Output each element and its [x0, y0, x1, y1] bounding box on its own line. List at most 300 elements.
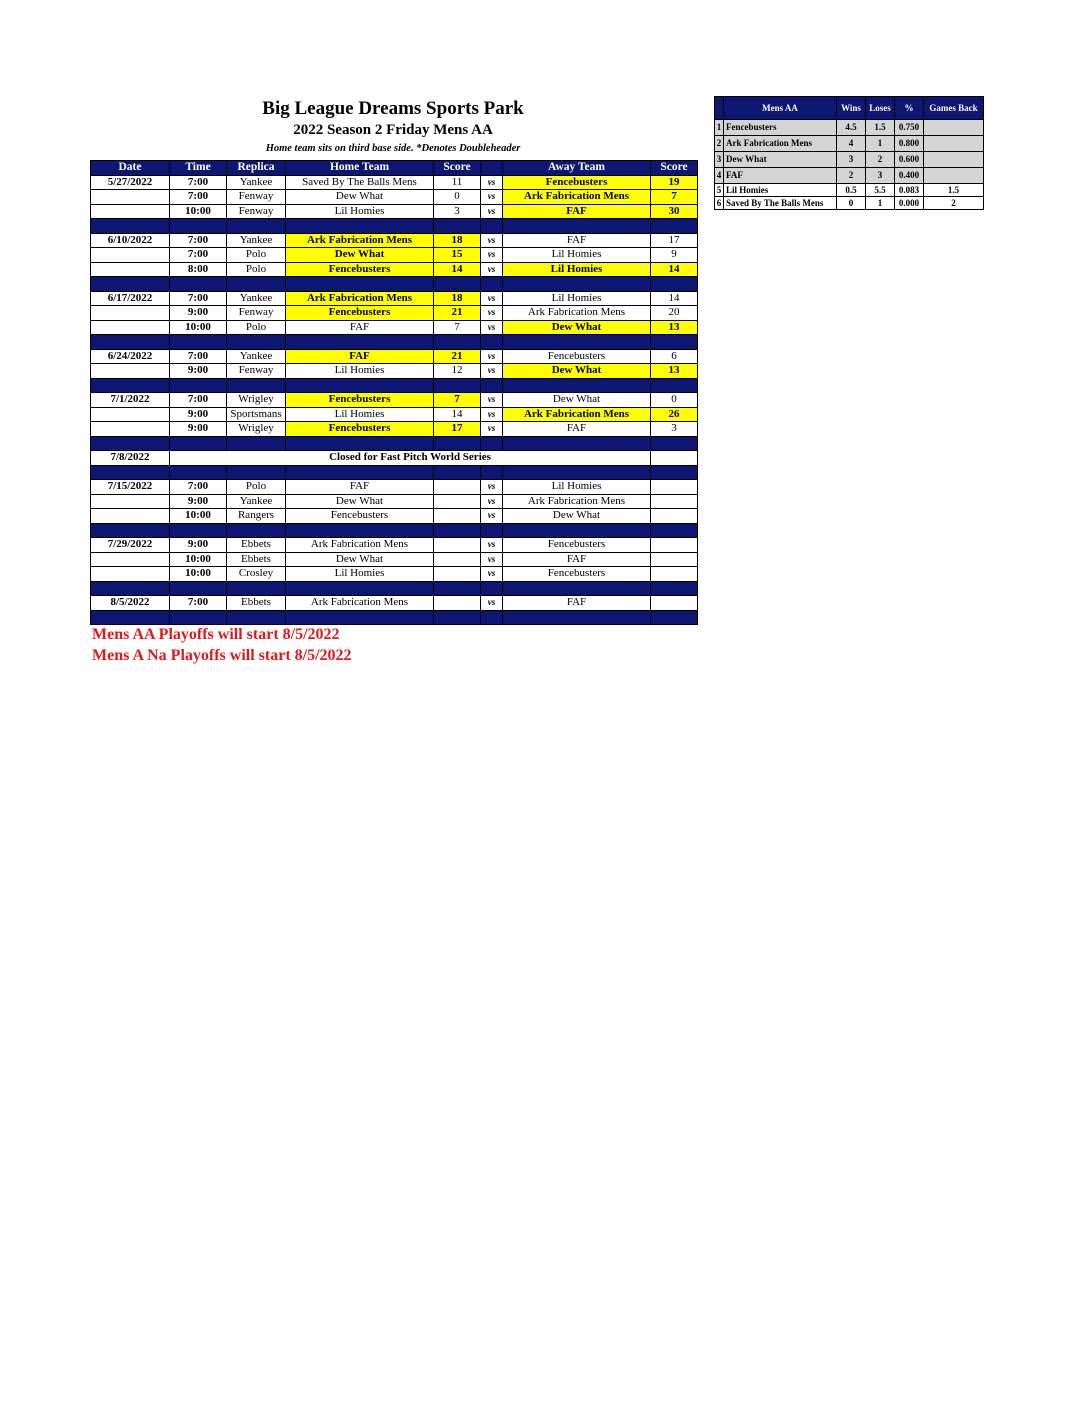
- game-time: 10:00: [170, 320, 227, 335]
- standings-rank: 2: [715, 136, 724, 152]
- standings-wins: 4.5: [837, 120, 866, 136]
- game-field: Fenway: [227, 190, 286, 205]
- standings-team: FAF: [724, 168, 837, 184]
- away-team: Fencebusters: [503, 567, 651, 582]
- vs-label: vs: [481, 393, 503, 408]
- away-team: Lil Homies: [503, 262, 651, 277]
- game-date: [91, 320, 170, 335]
- game-date: [91, 552, 170, 567]
- separator-cell: [503, 610, 651, 625]
- game-time: 10:00: [170, 567, 227, 582]
- vs-label: vs: [481, 204, 503, 219]
- game-time: 9:00: [170, 407, 227, 422]
- separator-cell: [286, 610, 434, 625]
- game-time: 7:00: [170, 480, 227, 495]
- separator-cell: [651, 465, 698, 480]
- separator-cell: [170, 378, 227, 393]
- game-field: Polo: [227, 262, 286, 277]
- schedule-row: [91, 422, 698, 437]
- schedule-row: [91, 175, 698, 190]
- vs-label: vs: [481, 349, 503, 364]
- separator-cell: [503, 523, 651, 538]
- standings-wins: 0.5: [837, 184, 866, 197]
- separator-cell: [91, 465, 170, 480]
- separator-cell: [91, 335, 170, 350]
- standings-pct: 0.600: [895, 152, 924, 168]
- season-subtitle: 2022 Season 2 Friday Mens AA: [293, 122, 493, 138]
- separator-cell: [434, 610, 481, 625]
- game-field: Wrigley: [227, 422, 286, 437]
- home-score: 12: [434, 364, 481, 379]
- separator-cell: [91, 581, 170, 596]
- standings-loses: 1: [866, 136, 895, 152]
- standings-row: [715, 184, 984, 197]
- standings-team: Fencebusters: [724, 120, 837, 136]
- game-field: Polo: [227, 248, 286, 263]
- away-score: 20: [651, 306, 698, 321]
- schedule-row: [91, 262, 698, 277]
- col-home-score: Score: [434, 161, 481, 176]
- game-date: [91, 248, 170, 263]
- standings-pct: 0.800: [895, 136, 924, 152]
- game-field: Ebbets: [227, 552, 286, 567]
- separator-cell: [227, 378, 286, 393]
- separator-cell: [170, 436, 227, 451]
- separator-cell: [503, 436, 651, 451]
- standings-col-wins: Wins: [837, 97, 866, 120]
- col-home-team: Home Team: [286, 161, 434, 176]
- game-time: 7:00: [170, 175, 227, 190]
- home-team: Fencebusters: [286, 262, 434, 277]
- home-team: Dew What: [286, 494, 434, 509]
- separator-cell: [651, 277, 698, 292]
- closed-notice: Closed for Fast Pitch World Series: [170, 451, 651, 466]
- standings-games-back: 2: [924, 197, 984, 210]
- home-score: 14: [434, 407, 481, 422]
- home-score: [434, 509, 481, 524]
- separator-cell: [286, 523, 434, 538]
- standings-col-rank: [715, 97, 724, 120]
- vs-label: vs: [481, 291, 503, 306]
- separator-cell: [651, 335, 698, 350]
- schedule-separator-row: [91, 378, 698, 393]
- schedule-separator-row: [91, 610, 698, 625]
- separator-cell: [434, 436, 481, 451]
- schedule-row: [91, 248, 698, 263]
- game-field: Wrigley: [227, 393, 286, 408]
- separator-cell: [651, 378, 698, 393]
- standings-team: Lil Homies: [724, 184, 837, 197]
- home-score: 21: [434, 349, 481, 364]
- separator-cell: [434, 277, 481, 292]
- home-team: Fencebusters: [286, 306, 434, 321]
- away-score: 13: [651, 364, 698, 379]
- separator-cell: [503, 581, 651, 596]
- away-score: 0: [651, 393, 698, 408]
- schedule-separator-row: [91, 277, 698, 292]
- game-date: 5/27/2022: [91, 175, 170, 190]
- home-team: Fencebusters: [286, 393, 434, 408]
- standings-wins: 0: [837, 197, 866, 210]
- home-score: 11: [434, 175, 481, 190]
- standings-loses: 3: [866, 168, 895, 184]
- schedule-separator-row: [91, 581, 698, 596]
- away-score: 19: [651, 175, 698, 190]
- game-date: [91, 190, 170, 205]
- game-field: Fenway: [227, 364, 286, 379]
- playoff-note-aa: Mens AA Playoffs will start 8/5/2022: [92, 626, 340, 643]
- separator-cell: [286, 335, 434, 350]
- game-field: Polo: [227, 480, 286, 495]
- game-date: [91, 509, 170, 524]
- standings-rank: 3: [715, 152, 724, 168]
- schedule-row: [91, 393, 698, 408]
- home-team: Fencebusters: [286, 509, 434, 524]
- away-team: FAF: [503, 552, 651, 567]
- separator-cell: [170, 219, 227, 234]
- separator-cell: [286, 219, 434, 234]
- away-score: 14: [651, 291, 698, 306]
- separator-cell: [227, 277, 286, 292]
- game-field: Rangers: [227, 509, 286, 524]
- separator-cell: [503, 219, 651, 234]
- standings-row: [715, 168, 984, 184]
- standings-pct: 0.083: [895, 184, 924, 197]
- standings-row: [715, 136, 984, 152]
- game-field: Ebbets: [227, 596, 286, 611]
- home-score: 17: [434, 422, 481, 437]
- game-time: 9:00: [170, 538, 227, 553]
- separator-cell: [481, 335, 503, 350]
- col-time: Time: [170, 161, 227, 176]
- game-date: 6/24/2022: [91, 349, 170, 364]
- standings-games-back: 1.5: [924, 184, 984, 197]
- game-time: 9:00: [170, 494, 227, 509]
- home-team: Lil Homies: [286, 567, 434, 582]
- vs-label: vs: [481, 190, 503, 205]
- col-away-score: Score: [651, 161, 698, 176]
- schedule-row: [91, 567, 698, 582]
- standings-row: [715, 197, 984, 210]
- standings-team: Saved By The Balls Mens: [724, 197, 837, 210]
- away-team: FAF: [503, 204, 651, 219]
- separator-cell: [481, 523, 503, 538]
- separator-cell: [227, 436, 286, 451]
- standings-rank: 6: [715, 197, 724, 210]
- away-score: 14: [651, 262, 698, 277]
- home-score: [434, 538, 481, 553]
- standings-wins: 3: [837, 152, 866, 168]
- separator-cell: [651, 523, 698, 538]
- away-team: Ark Fabrication Mens: [503, 407, 651, 422]
- away-team: Lil Homies: [503, 480, 651, 495]
- standings-games-back: [924, 168, 984, 184]
- standings-col-loses: Loses: [866, 97, 895, 120]
- schedule-separator-row: [91, 335, 698, 350]
- away-team: Ark Fabrication Mens: [503, 306, 651, 321]
- vs-label: vs: [481, 175, 503, 190]
- away-team: Dew What: [503, 364, 651, 379]
- away-team: Fencebusters: [503, 175, 651, 190]
- separator-cell: [227, 465, 286, 480]
- separator-cell: [91, 277, 170, 292]
- game-date: 7/15/2022: [91, 480, 170, 495]
- away-team: FAF: [503, 233, 651, 248]
- separator-cell: [481, 465, 503, 480]
- standings-team: Ark Fabrication Mens: [724, 136, 837, 152]
- game-date: [91, 204, 170, 219]
- schedule-row: [91, 349, 698, 364]
- schedule-row: [91, 364, 698, 379]
- game-field: Fenway: [227, 306, 286, 321]
- separator-cell: [651, 219, 698, 234]
- game-date: 6/17/2022: [91, 291, 170, 306]
- away-score: [651, 567, 698, 582]
- vs-label: vs: [481, 422, 503, 437]
- standings-row: [715, 152, 984, 168]
- separator-cell: [503, 465, 651, 480]
- home-team: Fencebusters: [286, 422, 434, 437]
- home-team: Ark Fabrication Mens: [286, 596, 434, 611]
- game-field: Yankee: [227, 291, 286, 306]
- away-score: [651, 538, 698, 553]
- game-date: [91, 364, 170, 379]
- home-score: 0: [434, 190, 481, 205]
- vs-label: vs: [481, 233, 503, 248]
- standings-pct: 0.400: [895, 168, 924, 184]
- home-team: FAF: [286, 480, 434, 495]
- schedule-header-row: [91, 161, 698, 176]
- separator-cell: [170, 610, 227, 625]
- separator-cell: [286, 581, 434, 596]
- standings-rank: 5: [715, 184, 724, 197]
- schedule-row: [91, 204, 698, 219]
- schedule-row: [91, 538, 698, 553]
- separator-cell: [286, 378, 434, 393]
- schedule-row: [91, 596, 698, 611]
- separator-cell: [503, 277, 651, 292]
- separator-cell: [434, 465, 481, 480]
- vs-label: vs: [481, 248, 503, 263]
- game-time: 10:00: [170, 552, 227, 567]
- away-team: Lil Homies: [503, 291, 651, 306]
- game-date: 7/1/2022: [91, 393, 170, 408]
- separator-cell: [91, 523, 170, 538]
- game-field: Sportsmans: [227, 407, 286, 422]
- home-score: [434, 552, 481, 567]
- standings-pct: 0.000: [895, 197, 924, 210]
- game-time: 7:00: [170, 248, 227, 263]
- home-team: FAF: [286, 320, 434, 335]
- game-date: [91, 407, 170, 422]
- game-date: 7/29/2022: [91, 538, 170, 553]
- game-field: Ebbets: [227, 538, 286, 553]
- page-title: Big League Dreams Sports Park: [262, 98, 524, 119]
- game-field: Crosley: [227, 567, 286, 582]
- game-time: 10:00: [170, 204, 227, 219]
- game-time: 7:00: [170, 393, 227, 408]
- home-score: [434, 596, 481, 611]
- away-team: Lil Homies: [503, 248, 651, 263]
- separator-cell: [481, 581, 503, 596]
- schedule-separator-row: [91, 465, 698, 480]
- standings-games-back: [924, 120, 984, 136]
- separator-cell: [503, 335, 651, 350]
- standings-header-row: [715, 97, 984, 120]
- game-field: Yankee: [227, 233, 286, 248]
- schedule-row: [91, 291, 698, 306]
- game-time: 7:00: [170, 291, 227, 306]
- home-team: Lil Homies: [286, 204, 434, 219]
- home-score: [434, 567, 481, 582]
- col-replica: Replica: [227, 161, 286, 176]
- away-score: 13: [651, 320, 698, 335]
- game-time: 9:00: [170, 422, 227, 437]
- game-date: [91, 494, 170, 509]
- game-date: [91, 306, 170, 321]
- playoff-note-a-na: Mens A Na Playoffs will start 8/5/2022: [92, 647, 352, 664]
- separator-cell: [91, 436, 170, 451]
- game-time: 9:00: [170, 364, 227, 379]
- vs-label: vs: [481, 364, 503, 379]
- schedule-row: [91, 480, 698, 495]
- home-team: Dew What: [286, 190, 434, 205]
- away-score: 9: [651, 248, 698, 263]
- schedule-separator-row: [91, 436, 698, 451]
- schedule-row: [91, 509, 698, 524]
- standings-loses: 2: [866, 152, 895, 168]
- home-team: Ark Fabrication Mens: [286, 291, 434, 306]
- home-team: Dew What: [286, 248, 434, 263]
- away-team: Ark Fabrication Mens: [503, 494, 651, 509]
- separator-cell: [91, 610, 170, 625]
- separator-cell: [227, 610, 286, 625]
- separator-cell: [434, 378, 481, 393]
- standings-wins: 2: [837, 168, 866, 184]
- home-score: [434, 494, 481, 509]
- separator-cell: [170, 465, 227, 480]
- game-time: 7:00: [170, 349, 227, 364]
- home-team-note: Home team sits on third base side. *Denotes Doubleheader: [265, 143, 521, 154]
- separator-cell: [434, 581, 481, 596]
- game-empty: [651, 451, 698, 466]
- away-team: Dew What: [503, 393, 651, 408]
- away-score: [651, 552, 698, 567]
- home-score: 15: [434, 248, 481, 263]
- separator-cell: [651, 436, 698, 451]
- game-time: 8:00: [170, 262, 227, 277]
- game-date: [91, 567, 170, 582]
- away-score: 26: [651, 407, 698, 422]
- standings-rank: 1: [715, 120, 724, 136]
- vs-label: vs: [481, 567, 503, 582]
- separator-cell: [434, 335, 481, 350]
- separator-cell: [170, 523, 227, 538]
- game-field: Fenway: [227, 204, 286, 219]
- away-team: FAF: [503, 596, 651, 611]
- game-time: 7:00: [170, 233, 227, 248]
- separator-cell: [651, 610, 698, 625]
- col-away-team: Away Team: [503, 161, 651, 176]
- away-score: 6: [651, 349, 698, 364]
- away-team: Dew What: [503, 320, 651, 335]
- separator-cell: [91, 378, 170, 393]
- separator-cell: [227, 335, 286, 350]
- away-score: [651, 596, 698, 611]
- home-score: 7: [434, 320, 481, 335]
- home-team: Ark Fabrication Mens: [286, 233, 434, 248]
- game-date: [91, 262, 170, 277]
- standings-col-games-back: Games Back: [924, 97, 984, 120]
- standings-loses: 5.5: [866, 184, 895, 197]
- separator-cell: [481, 436, 503, 451]
- standings-games-back: [924, 152, 984, 168]
- separator-cell: [286, 277, 434, 292]
- vs-label: vs: [481, 306, 503, 321]
- home-score: 21: [434, 306, 481, 321]
- schedule-row: [91, 494, 698, 509]
- game-time: 9:00: [170, 306, 227, 321]
- game-time: 10:00: [170, 509, 227, 524]
- standings-loses: 1: [866, 197, 895, 210]
- game-date: 8/5/2022: [91, 596, 170, 611]
- col-date: Date: [91, 161, 170, 176]
- schedule-row: [91, 233, 698, 248]
- vs-label: vs: [481, 407, 503, 422]
- separator-cell: [286, 436, 434, 451]
- home-score: [434, 480, 481, 495]
- separator-cell: [481, 610, 503, 625]
- game-field: Yankee: [227, 494, 286, 509]
- away-score: [651, 494, 698, 509]
- separator-cell: [286, 465, 434, 480]
- away-team: Fencebusters: [503, 349, 651, 364]
- schedule-separator-row: [91, 219, 698, 234]
- away-score: [651, 480, 698, 495]
- home-team: FAF: [286, 349, 434, 364]
- away-score: 7: [651, 190, 698, 205]
- schedule-row: [91, 190, 698, 205]
- home-score: 3: [434, 204, 481, 219]
- game-date: 6/10/2022: [91, 233, 170, 248]
- separator-cell: [170, 335, 227, 350]
- separator-cell: [481, 378, 503, 393]
- separator-cell: [170, 581, 227, 596]
- standings-col-division: Mens AA: [724, 97, 837, 120]
- separator-cell: [481, 219, 503, 234]
- vs-label: vs: [481, 552, 503, 567]
- away-team: FAF: [503, 422, 651, 437]
- vs-label: vs: [481, 262, 503, 277]
- separator-cell: [227, 219, 286, 234]
- home-team: Dew What: [286, 552, 434, 567]
- vs-label: vs: [481, 509, 503, 524]
- separator-cell: [170, 277, 227, 292]
- home-score: 7: [434, 393, 481, 408]
- standings-col-pct: %: [895, 97, 924, 120]
- home-team: Ark Fabrication Mens: [286, 538, 434, 553]
- standings-loses: 1.5: [866, 120, 895, 136]
- away-score: 3: [651, 422, 698, 437]
- schedule-row: [91, 407, 698, 422]
- game-field: Yankee: [227, 175, 286, 190]
- home-score: 18: [434, 233, 481, 248]
- standings-team: Dew What: [724, 152, 837, 168]
- schedule-row: [91, 451, 698, 466]
- separator-cell: [503, 378, 651, 393]
- separator-cell: [227, 581, 286, 596]
- home-team: Saved By The Balls Mens: [286, 175, 434, 190]
